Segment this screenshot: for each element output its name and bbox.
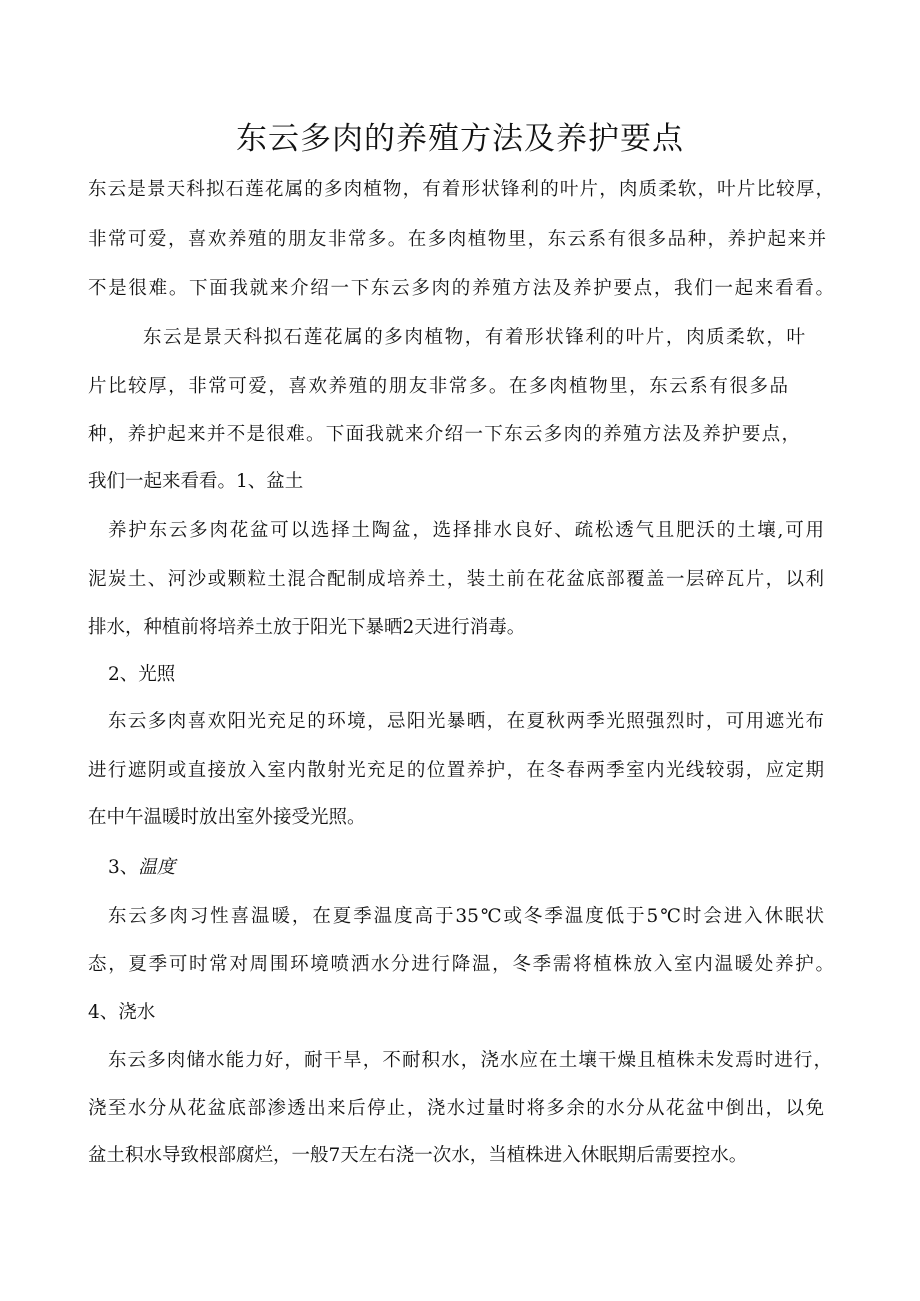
soil-line-1: 养护东云多肉花盆可以选择土陶盆，选择排水良好、疏松透气且肥沃的土壤,可用 xyxy=(108,520,824,541)
temp-line-2: 态，夏季可时常对周围环境喷洒水分进行降温，冬季需将植株放入室内温暖处养护。 xyxy=(88,954,834,975)
temp-heading xyxy=(108,854,175,882)
water-line-3: 盆土积水导致根部腐烂，一般7天左右浇一次水，当植株进入休眠期后需要控水。 xyxy=(88,1145,748,1166)
light-heading: 2、光照 xyxy=(108,664,176,685)
soil-line-3: 排水，种植前将培养土放于阳光下暴晒2天进行消毒。 xyxy=(88,617,526,638)
intro-line-2: 非常可爱，喜欢养殖的朋友非常多。在多肉植物里，东云系有很多品种，养护起来并 xyxy=(88,229,826,250)
light-line-2: 进行遮阴或直接放入室内散射光充足的位置养护，在冬春两季室内光线较弱，应定期 xyxy=(88,760,824,781)
water-line-1: 东云多肉储水能力好，耐干旱，不耐积水，浇水应在土壤干燥且植株未发焉时进行， xyxy=(108,1050,832,1071)
water-line-2: 浇至水分从花盆底部渗透出来后停止，浇水过量时将多余的水分从花盆中倒出，以免 xyxy=(88,1098,824,1119)
document-title: 东云多肉的养殖方法及养护要点 xyxy=(236,121,684,157)
repeat-line-1: 东云是景天科拟石莲花属的多肉植物，有着形状锋利的叶片，肉质柔软，叶 xyxy=(143,327,805,348)
light-line-3: 在中午温暖时放出室外接受光照。 xyxy=(88,807,366,828)
water-heading: 4、浇水 xyxy=(88,1002,156,1023)
repeat-line-3: 种，养护起来并不是很难。下面我就来介绍一下东云多肉的养殖方法及养护要点， xyxy=(88,424,800,445)
intro-line-3: 不是很难。下面我就来介绍一下东云多肉的养殖方法及养护要点，我们一起来看看。 xyxy=(88,278,834,299)
temp-heading-text: 温度 xyxy=(138,857,176,878)
temp-line-1: 东云多肉习性喜温暖，在夏季温度高于35℃或冬季温度低于5℃时会进入休眠状 xyxy=(108,906,824,927)
temp-heading-num: 3、 xyxy=(108,857,139,878)
light-line-1: 东云多肉喜欢阳光充足的环境，忌阳光暴晒，在夏秋两季光照强烈时，可用遮光布 xyxy=(108,711,824,732)
soil-line-2: 泥炭土、河沙或颗粒土混合配制成培养土，装土前在花盆底部覆盖一层碎瓦片，以利 xyxy=(88,569,824,590)
repeat-line-4: 我们一起来看看。1、盆土 xyxy=(88,471,304,492)
intro-line-1: 东云是景天科拟石莲花属的多肉植物，有着形状锋利的叶片，肉质柔软，叶片比较厚， xyxy=(88,179,834,200)
repeat-line-2: 片比较厚，非常可爱，喜欢养殖的朋友非常多。在多肉植物里，东云系有很多品 xyxy=(88,376,788,397)
